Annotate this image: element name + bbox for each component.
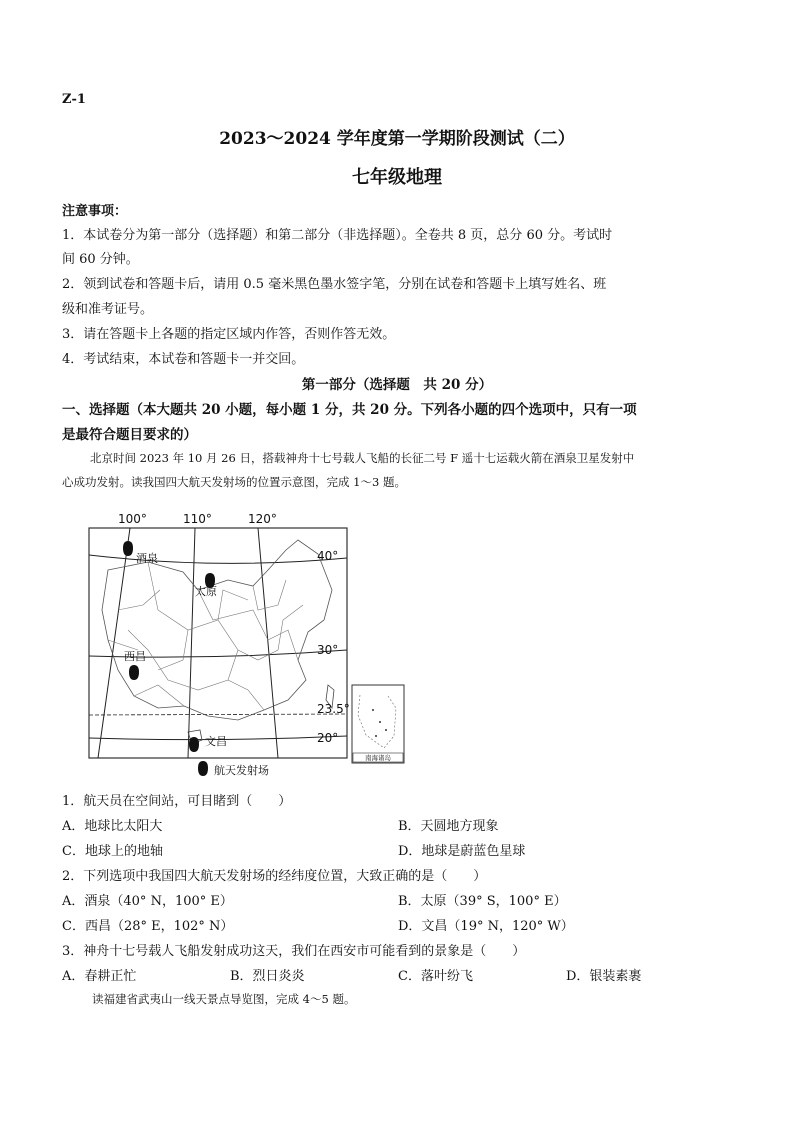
option-b: B．烈日炎炎 [230,969,305,984]
note-line: 4．考试结束，本试卷和答题卡一并交回。 [62,352,305,367]
option-b: B．太原（39° S，100° E） [398,894,567,909]
option-d: D．银装素裹 [566,969,642,984]
passage-text: 北京时间 2023 年 10 月 26 日，搭载神舟十七号载人飞船的长征二号 F 遥十七运载火箭在酒泉卫星发射中 [90,451,635,465]
note-line: 3．请在答题卡上各题的指定区域内作答，否则作答无效。 [62,327,396,342]
longitude-label: 100° [118,512,147,526]
option-a: A．酒泉（40° N，100° E） [62,894,233,909]
option-c: C．地球上的地轴 [62,844,163,859]
site-label: 太原 [195,585,217,598]
section-instruction: 是最符合题目要求的） [62,427,197,443]
site-label: 文昌 [205,735,227,748]
passage-text: 心成功发射。读我国四大航天发射场的位置示意图，完成 1～3 题。 [62,475,406,489]
latitude-label: 20° [317,731,339,745]
option-a: A．春耕正忙 [62,969,137,984]
jiuquan-marker [123,541,133,556]
legend-label: 航天发射场 [214,764,269,777]
site-label: 酒泉 [136,552,158,565]
latitude-label: 23.5° [317,702,350,716]
option-a: A．地球比太阳大 [62,819,163,834]
launch-site-map [88,510,418,780]
latitude-label: 30° [317,643,339,657]
longitude-label: 110° [183,512,212,526]
note-line: 1．本试卷分为第一部分（选择题）和第二部分（非选择题）。全卷共 8 页，总分 60 分。考试时 [62,228,613,243]
question-stem: 1．航天员在空间站，可目睹到（ ） [62,794,292,809]
section-instruction: 一、选择题（本大题共 20 小题，每小题 1 分，共 20 分。下列各小题的四个选项中，只有一项 [62,402,637,418]
option-d: D．文昌（19° N，120° W） [398,919,574,934]
longitude-label: 120° [248,512,277,526]
latitude-label: 40° [317,549,339,563]
option-b: B．天圆地方现象 [398,819,499,834]
paper-code: Z-1 [62,92,86,107]
note-line: 间 60 分钟。 [62,252,139,267]
wenchang-marker [189,737,199,752]
option-c: C．西昌（28° E，102° N） [62,919,234,934]
option-c: C．落叶纷飞 [398,969,473,984]
part1-title: 第一部分（选择题 共 20 分） [301,377,493,393]
note-line: 2．领到试卷和答题卡后，请用 0.5 毫米黑色墨水签字笔，分别在试卷和答题卡上填写姓名、班 [62,277,607,292]
option-d: D．地球是蔚蓝色星球 [398,844,526,859]
inset-label: 南海诸岛 [365,754,391,762]
notes-heading: 注意事项： [62,204,128,219]
exam-subtitle: 七年级地理 [352,167,442,188]
next-passage: 读福建省武夷山一线天景点导览图，完成 4～5 题。 [92,992,356,1006]
note-line: 级和准考证号。 [62,302,154,317]
legend-marker [198,761,208,776]
xichang-marker [129,665,139,680]
question-stem: 2．下列选项中我国四大航天发射场的经纬度位置，大致正确的是（ ） [62,869,487,884]
site-label: 西昌 [124,650,146,663]
exam-title: 2023～2024 学年度第一学期阶段测试（二） [219,129,575,149]
question-stem: 3．神舟十七号载人飞船发射成功这天，我们在西安市可能看到的景象是（ ） [62,944,526,959]
